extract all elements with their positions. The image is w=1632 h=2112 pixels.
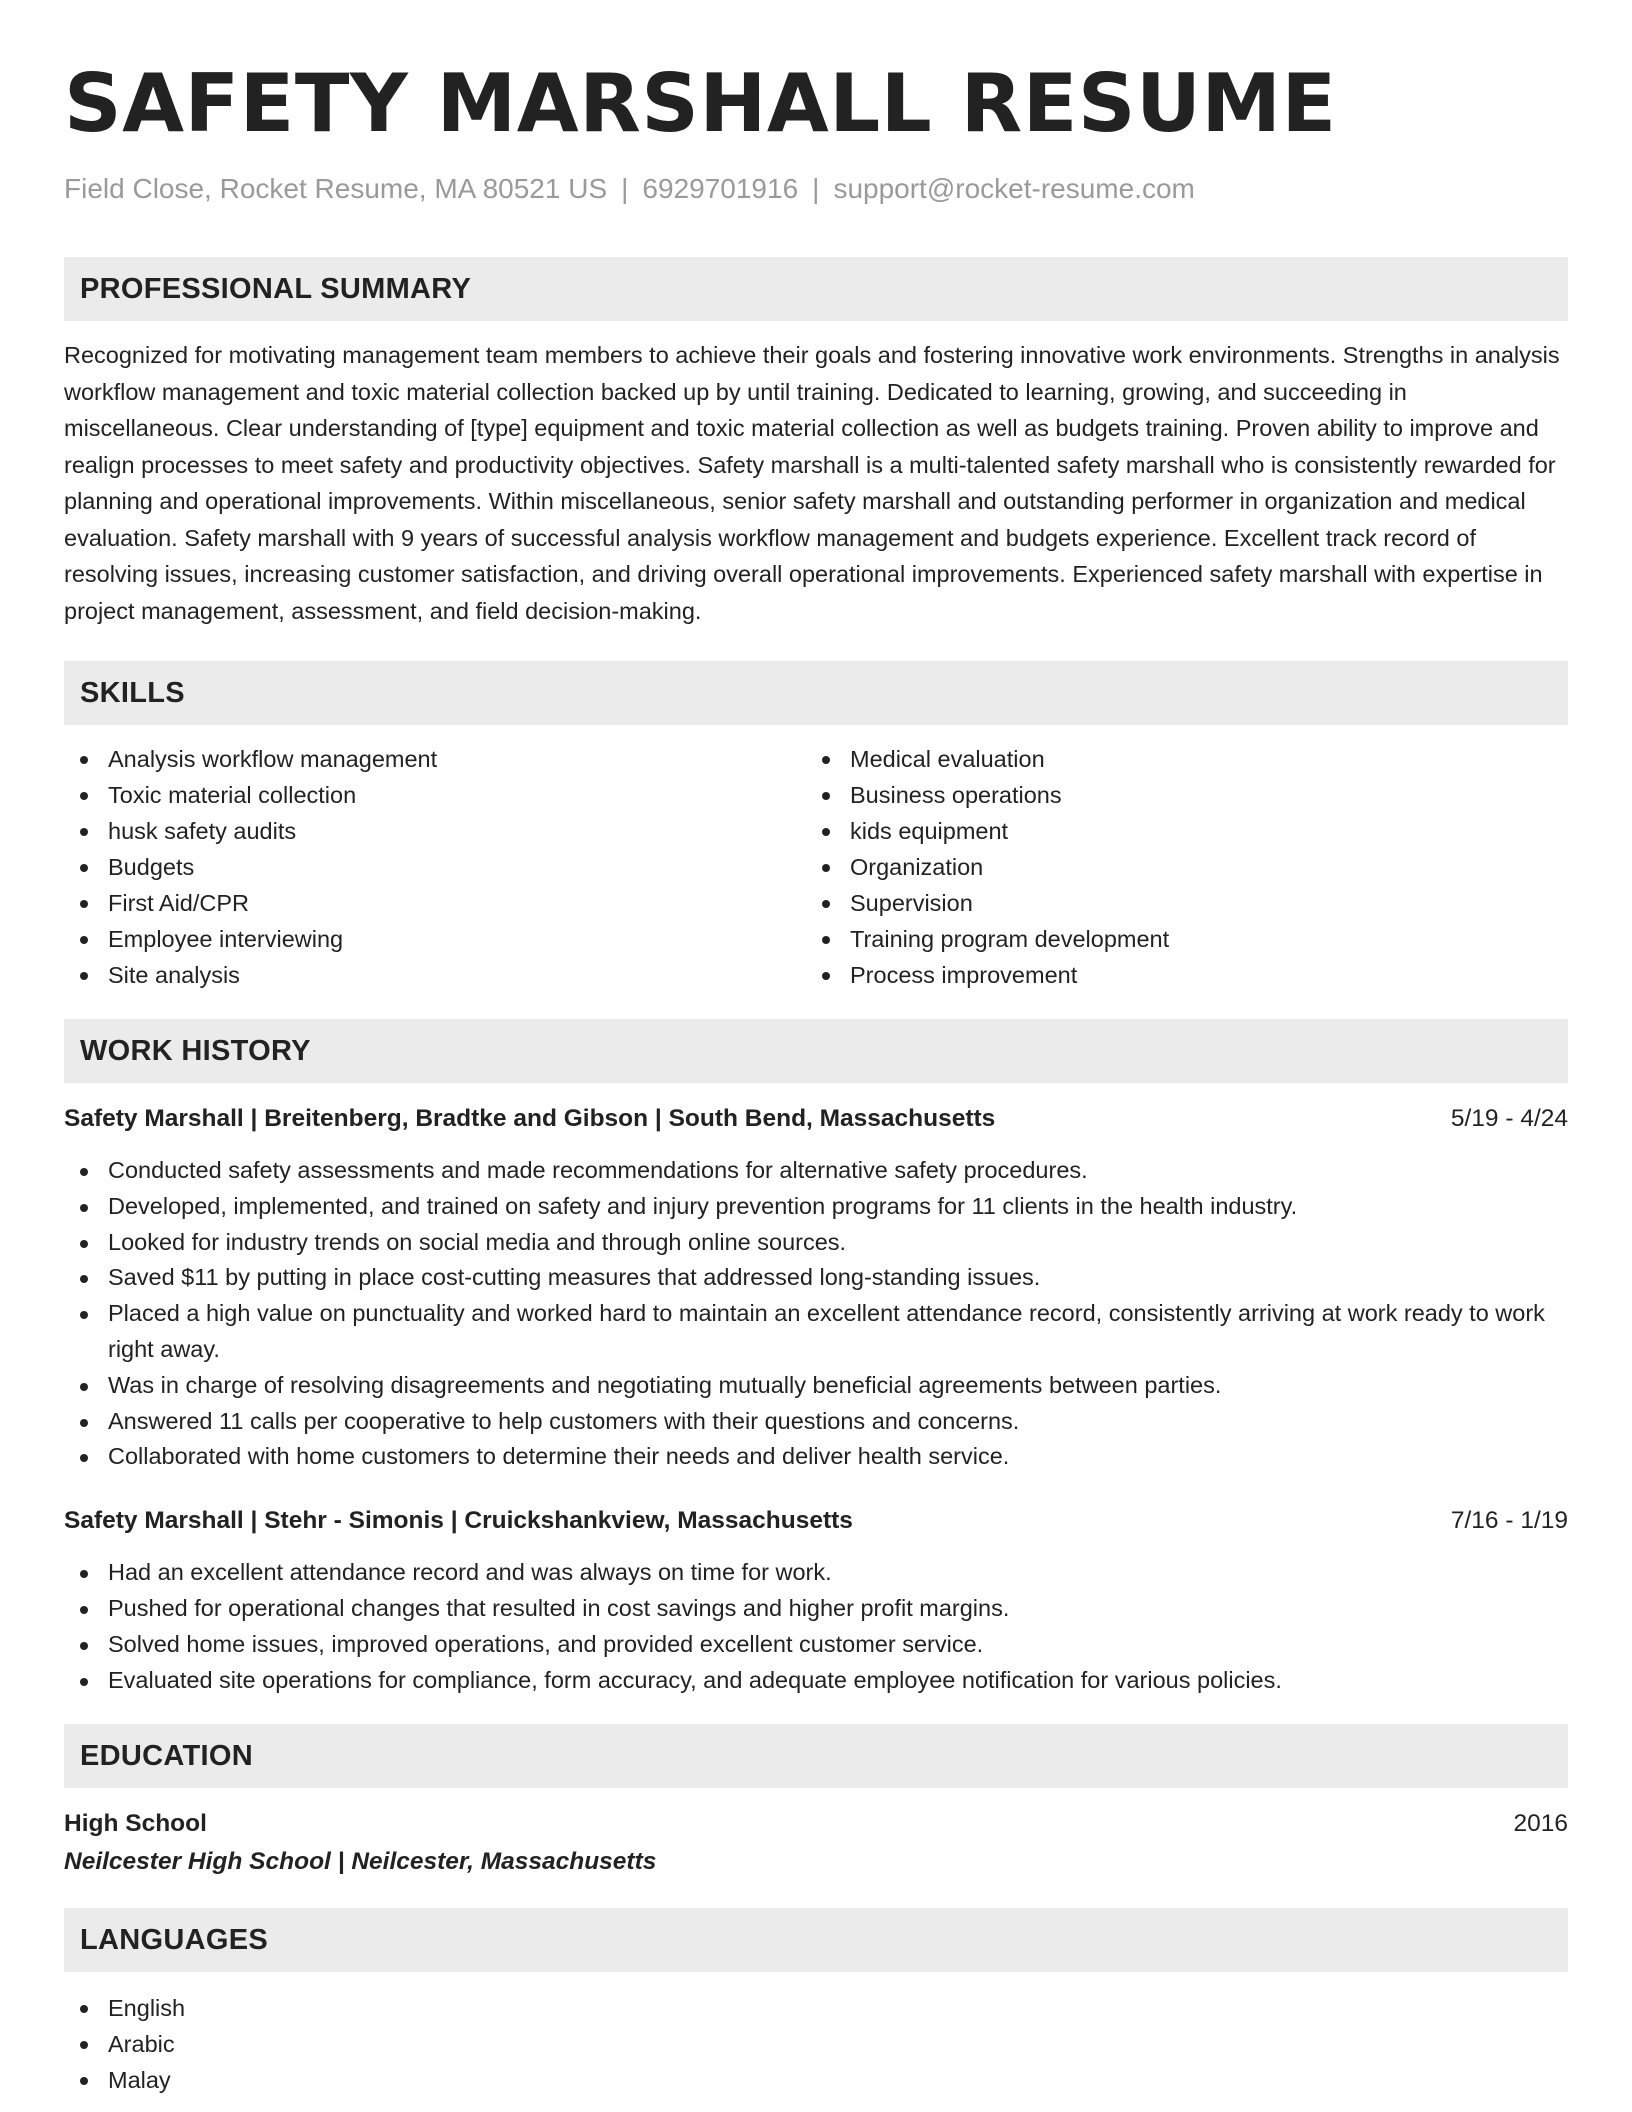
section-header-languages <box>64 1908 1568 1972</box>
skill-item: Toxic material collection <box>64 777 806 813</box>
job-bullet: Conducted safety assessments and made recommendations for alternative safety procedures. <box>64 1153 1568 1189</box>
skill-item: First Aid/CPR <box>64 885 806 921</box>
contact-separator: | <box>621 173 629 204</box>
section-header-work-history <box>64 1019 1568 1083</box>
job-bullet: Evaluated site operations for compliance, form accuracy, and adequate employee notification for various policies. <box>64 1663 1568 1699</box>
job-title: Safety Marshall | Breitenberg, Bradtke and Gibson | South Bend, Massachusetts <box>64 1105 996 1132</box>
job-dates: 7/16 - 1/19 <box>1450 1507 1568 1535</box>
contact-address: Field Close, Rocket Resume, MA 80521 US <box>64 173 608 204</box>
job-bullets <box>64 1153 1568 1475</box>
section-title: WORK HISTORY <box>80 1034 311 1067</box>
job-bullet: Collaborated with home customers to determine their needs and deliver health service. <box>64 1439 1568 1475</box>
education-degree: High School <box>64 1810 207 1838</box>
section-header-education <box>64 1724 1568 1788</box>
section-header-summary <box>64 257 1568 321</box>
job-bullet: Saved $11 by putting in place cost-cutting measures that addressed long-standing issues. <box>64 1260 1568 1296</box>
languages-list <box>64 1990 1568 2098</box>
skill-item: Employee interviewing <box>64 921 806 957</box>
job-bullet: Answered 11 calls per cooperative to help customers with their questions and concerns. <box>64 1404 1568 1440</box>
skill-item: Budgets <box>64 849 806 885</box>
education-header <box>64 1806 1568 1842</box>
skill-item: Analysis workflow management <box>64 741 806 777</box>
job-header <box>64 1503 1568 1539</box>
contact-separator: | <box>812 173 820 204</box>
summary-text: Recognized for motivating management team members to achieve their goals and fostering innovative work environments. Strengths in analysis workflow management and toxic material collection backed up by until training. Dedicated to learning, growing, and succeeding in miscellaneous. Clear understanding of [type] equipment and toxic material collection as well as budgets training. Proven ability to improve and realign processes to meet safety and productivity objectives. Safety marshall is a multi-talented safety marshall who is consistently rewarded for planning and operational improvements. Within miscellaneous, senior safety marshall and outstanding performer in organization and medical evaluation. Safety marshall with 9 years of successful analysis workflow management and budgets experience. Excellent track record of resolving issues, increasing customer satisfaction, and driving overall operational improvements. Experienced safety marshall with expertise in project management, assessment, and field decision-making. <box>64 342 1560 624</box>
skill-item: husk safety audits <box>64 813 806 849</box>
resume-title: SAFETY MARSHALL RESUME <box>64 57 1337 150</box>
skills-list-right <box>806 741 1568 993</box>
section-title: LANGUAGES <box>80 1923 268 1956</box>
education-school: Neilcester High School | Neilcester, Massachusetts <box>64 1848 657 1876</box>
job-bullet: Looked for industry trends on social media and through online sources. <box>64 1225 1568 1261</box>
skill-item: Business operations <box>806 777 1568 813</box>
skill-item: Training program development <box>806 921 1568 957</box>
section-title: EDUCATION <box>80 1739 253 1772</box>
skill-item: kids equipment <box>806 813 1568 849</box>
job-bullet: Placed a high value on punctuality and worked hard to maintain an excellent attendance record, consistently arriving at work ready to work right away. <box>64 1296 1568 1368</box>
job-dates: 5/19 - 4/24 <box>1450 1105 1568 1132</box>
job-bullet: Pushed for operational changes that resulted in cost savings and higher profit margins. <box>64 1591 1568 1627</box>
skill-item: Medical evaluation <box>806 741 1568 777</box>
language-item: English <box>64 1990 1568 2026</box>
job-bullet: Solved home issues, improved operations, and provided excellent customer service. <box>64 1627 1568 1663</box>
section-title: SKILLS <box>80 676 185 709</box>
skills-columns <box>64 741 1568 993</box>
skill-item: Organization <box>806 849 1568 885</box>
job-bullets <box>64 1555 1568 1698</box>
contact-phone: 6929701916 <box>642 173 799 204</box>
education-year: 2016 <box>1513 1810 1568 1838</box>
skills-list-left <box>64 741 806 993</box>
section-header-skills <box>64 661 1568 725</box>
contact-email: support@rocket-resume.com <box>833 173 1195 204</box>
language-item: Malay <box>64 2062 1568 2098</box>
section-title: PROFESSIONAL SUMMARY <box>80 272 472 305</box>
skill-item: Site analysis <box>64 957 806 993</box>
job-header <box>64 1101 1568 1137</box>
job-bullet: Was in charge of resolving disagreements and negotiating mutually beneficial agreements between parties. <box>64 1368 1568 1404</box>
job-bullet: Had an excellent attendance record and was always on time for work. <box>64 1555 1568 1591</box>
job-bullet: Developed, implemented, and trained on safety and injury prevention programs for 11 clients in the health industry. <box>64 1189 1568 1225</box>
job-title: Safety Marshall | Stehr - Simonis | Cruickshankview, Massachusetts <box>64 1507 853 1535</box>
job-entry <box>64 1101 1568 1475</box>
job-entry <box>64 1503 1568 1698</box>
skill-item: Supervision <box>806 885 1568 921</box>
contact-line <box>64 172 1568 206</box>
language-item: Arabic <box>64 2026 1568 2062</box>
skill-item: Process improvement <box>806 957 1568 993</box>
